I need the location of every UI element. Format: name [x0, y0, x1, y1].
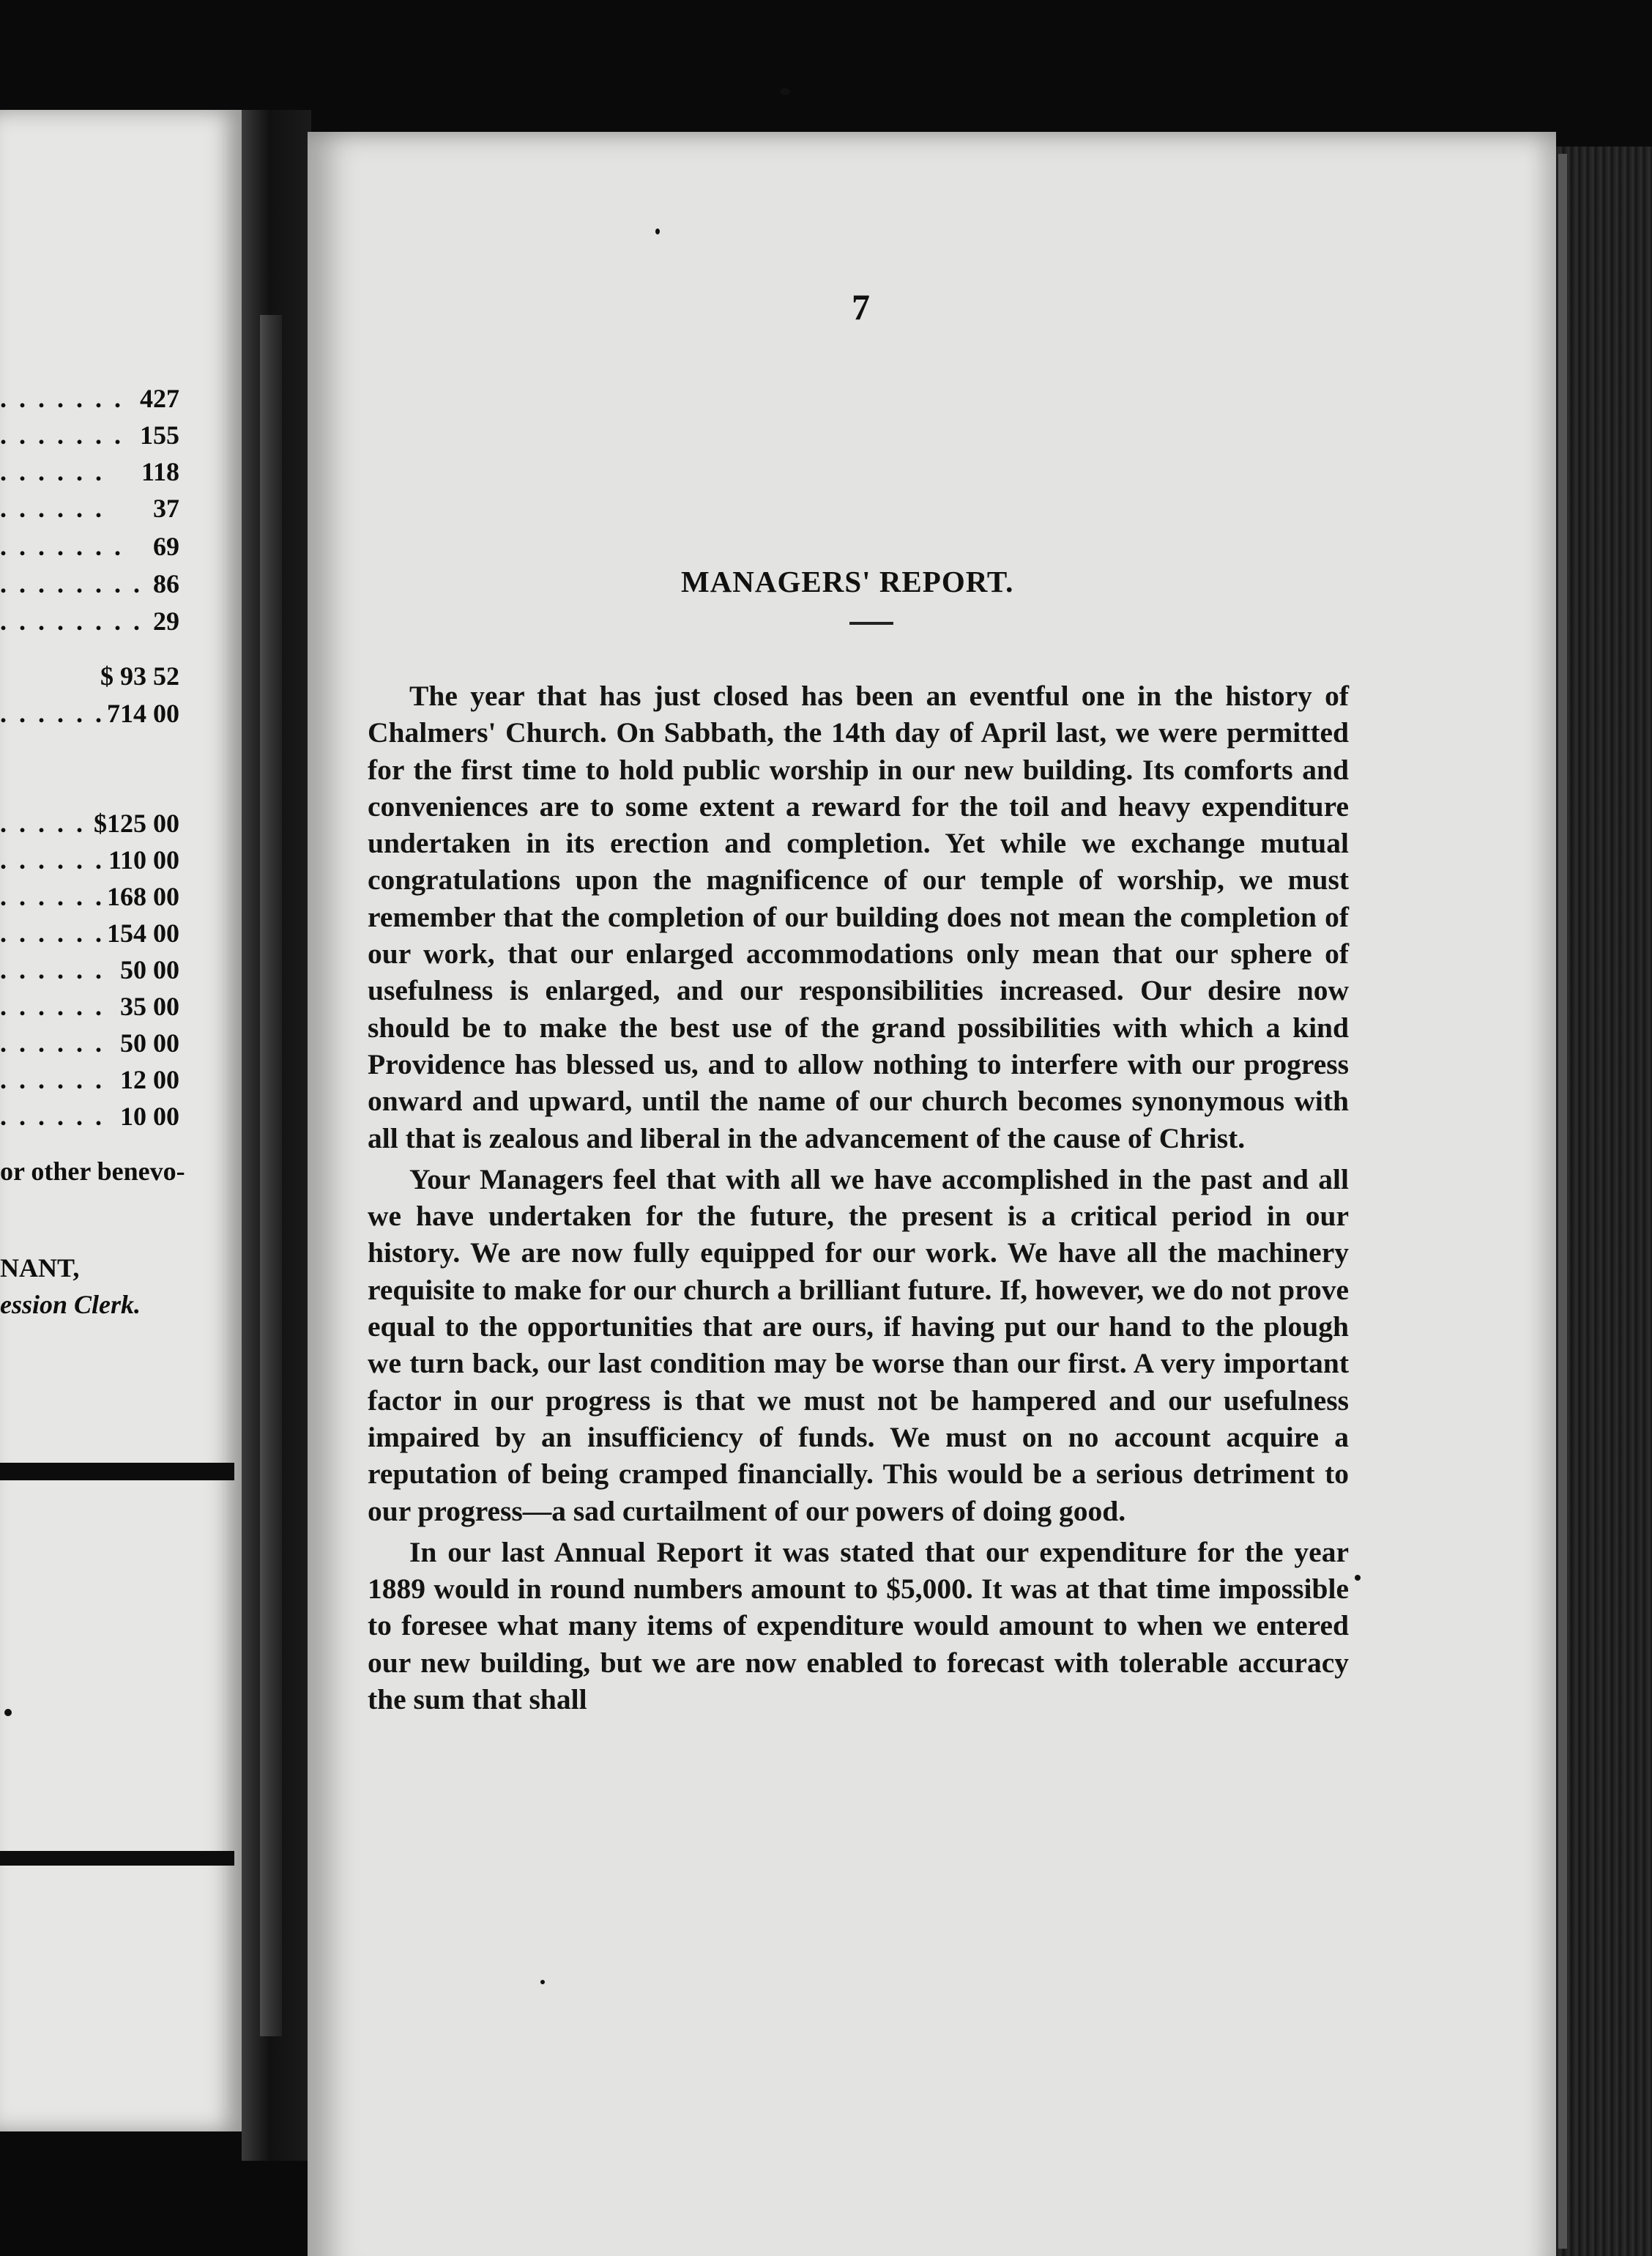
ledger-leader: . . . . . [0, 809, 86, 838]
ledger-leader: . . . . . . [0, 1102, 105, 1131]
scan-speck [780, 88, 790, 95]
ledger-leader: . . . . . . . [0, 532, 124, 561]
ledger-value: 110 00 [108, 845, 179, 875]
ledger-value: $ 93 52 [100, 661, 179, 691]
ledger-row [0, 1101, 179, 1135]
ledger-row [0, 1064, 179, 1098]
ledger-row [0, 954, 179, 988]
ledger-row [0, 698, 179, 732]
ledger-leader: . . . . . . [0, 992, 105, 1021]
ledger-value: 12 00 [120, 1065, 179, 1094]
ledger-leader: . . . . . . [0, 1028, 105, 1058]
ledger-leader: . . . . . . [0, 882, 105, 911]
ledger-row [0, 383, 179, 417]
ledger-row [0, 918, 179, 951]
report-title: MANAGERS' REPORT. [681, 565, 1014, 598]
ledger-row [0, 991, 179, 1025]
ledger-value: 37 [153, 494, 179, 523]
ledger-value: 86 [153, 569, 179, 598]
ledger-value: $125 00 [94, 809, 179, 838]
ledger-row [0, 1028, 179, 1061]
ledger-leader: . . . . . . [0, 494, 105, 523]
ledger-row [0, 881, 179, 915]
title-rule [849, 622, 893, 625]
scan-speck [1355, 1575, 1361, 1581]
ledger-row [0, 568, 179, 602]
ledger-value: 50 00 [120, 1028, 179, 1058]
ledger-leader: . . . . . . . [0, 384, 124, 413]
ledger-leader: . . . . . . [0, 1065, 105, 1094]
ledger-row [0, 606, 179, 639]
ledger-value: 118 [141, 457, 179, 486]
ledger-leader: . . . . . . [0, 699, 105, 728]
ledger-row [0, 531, 179, 565]
ledger-leader: . . . . . . . . [0, 569, 143, 598]
page-edge-highlight [1558, 154, 1567, 2249]
ledger-row [0, 845, 179, 878]
report-body [368, 678, 1349, 1718]
ledger-leader: . . . . . . [0, 919, 105, 948]
ledger-leader: . . . . . . . . [0, 606, 143, 636]
gutter-shadow [260, 315, 282, 2036]
ledger-value: 154 00 [107, 919, 179, 948]
ledger-value: 427 [140, 384, 179, 413]
ledger-leader: . . . . . . [0, 845, 105, 875]
ledger-value: 714 00 [107, 699, 179, 728]
scan-speck [540, 1980, 545, 1984]
left-page-dot [4, 1709, 12, 1716]
left-heavy-rule [0, 1463, 234, 1480]
scan-speck [655, 229, 660, 234]
ledger-leader: . . . . . . [0, 955, 105, 984]
ledger-value: 168 00 [107, 882, 179, 911]
ledger-row [0, 808, 179, 842]
ledger-value: 69 [153, 532, 179, 561]
ledger-value: 35 00 [120, 992, 179, 1021]
ledger-value: 50 00 [120, 955, 179, 984]
ledger-row [0, 493, 179, 527]
paragraph: In our last Annual Report it was stated that our expenditure for the year 1889 would in round numbers amount to $5,000. It was at that time impossible to foresee what many items of expenditure would amount to when we entered our new building, but we are now enabled to forecast with tolerable accuracy the sum that shall [368, 1535, 1349, 1716]
page-number: 7 [852, 286, 870, 327]
ledger-row [0, 661, 179, 694]
ledger-row [0, 456, 179, 490]
left-fragment-nant: NANT, [0, 1253, 80, 1283]
paragraph: Your Managers feel that with all we have accomplished in the past and all we have undertaken for the future, the present is a critical period in our history. We are now fully equipped for our work. We have all the machinery requisite to make for our church a brilliant future. If, however, we do not prove equal to the opportunities that are ours, if having put our hand to the plough we turn back, our last condition may be worse than our first. A very important factor in our progress is that we must not be hampered and our usefulness impaired by an insufficiency of funds. We must on no account acquire a reputation of being cramped financially. This would be a serious detriment to our progress—a sad curtailment of our powers of doing good. [368, 1162, 1349, 1527]
left-fragment-benevo: or other benevo- [0, 1157, 185, 1186]
ledger-leader: . . . . . . [0, 457, 105, 486]
paragraph: The year that has just closed has been an eventful one in the history of Chalmers' Church. On Sabbath, the 14th day of April last, we were permitted for the first time to hold public worship in our new building. Its comforts and conveniences are to some extent a reward for the toil and heavy expenditure undertaken in its erection and completion. Yet while we exchange mutual congratulations upon the magnificence of our temple of worship, we must remember that the completion of our building does not mean the completion of our work, that our enlarged accommodations only mean that our sphere of usefulness is enlarged, and our responsibilities increased. Our desire now should be to make the best use of the grand possibilities with which a kind Providence has blessed us, and to allow nothing to interfere with our progress onward and upward, until the name of our church becomes synonymous with all that is zealous and liberal in the advancement of the cause of Christ. [368, 680, 1349, 1154]
ledger-value: 155 [140, 420, 179, 450]
page-block-edge [1556, 146, 1652, 2256]
ledger-value: 29 [153, 606, 179, 636]
ledger-row [0, 420, 179, 453]
left-fragment-clerk: ession Clerk. [0, 1290, 141, 1319]
ledger-leader: . . . . . . . [0, 420, 124, 450]
left-heavy-rule [0, 1851, 234, 1866]
ledger-value: 10 00 [120, 1102, 179, 1131]
